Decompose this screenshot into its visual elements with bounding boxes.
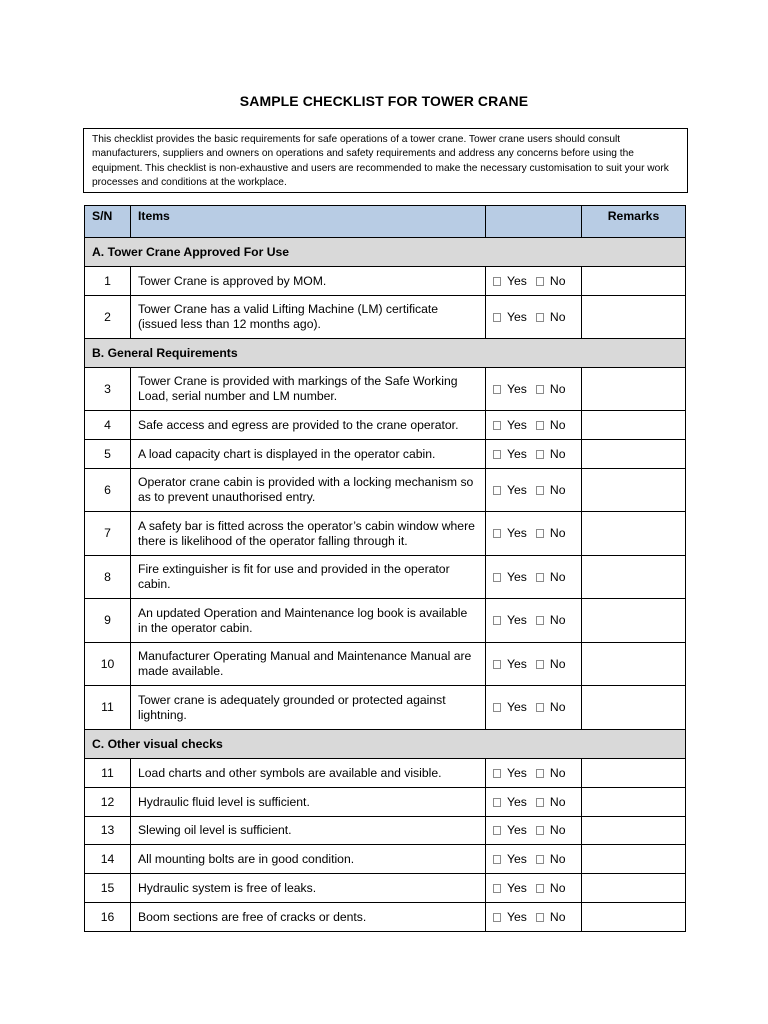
checkbox-icon[interactable]	[536, 798, 544, 807]
checkbox-icon[interactable]	[493, 529, 501, 538]
yes-no-cell	[486, 368, 582, 411]
row-item: Tower Crane has a valid Lifting Machine (LM) certificate (issued less than 12 months ago).	[131, 296, 486, 339]
checkbox-icon[interactable]	[536, 529, 544, 538]
yes-option[interactable]	[493, 700, 527, 715]
row-item: Manufacturer Operating Manual and Maintenance Manual are made available.	[131, 643, 486, 686]
row-number: 16	[85, 903, 131, 932]
row-number: 4	[85, 411, 131, 440]
section-row	[85, 238, 686, 267]
checklist-body	[85, 238, 686, 932]
no-label: No	[549, 765, 566, 780]
yes-no-cell	[486, 817, 582, 845]
no-label: No	[549, 569, 566, 584]
remarks-cell[interactable]	[582, 817, 686, 845]
checkbox-icon[interactable]	[493, 421, 501, 430]
table-row	[85, 411, 686, 440]
no-label: No	[549, 794, 566, 809]
yes-no-cell	[486, 903, 582, 932]
no-option[interactable]	[536, 700, 566, 715]
row-number: 11	[85, 686, 131, 730]
yes-option[interactable]	[493, 570, 527, 585]
yes-option[interactable]	[493, 823, 527, 838]
checkbox-icon[interactable]	[536, 385, 544, 394]
remarks-cell[interactable]	[582, 903, 686, 932]
row-item: Hydraulic system is free of leaks.	[131, 874, 486, 903]
yes-label: Yes	[507, 381, 527, 396]
table-row	[85, 368, 686, 411]
row-number: 7	[85, 512, 131, 556]
yes-label: Yes	[507, 851, 527, 866]
yes-option[interactable]	[493, 310, 527, 325]
no-label: No	[549, 309, 566, 324]
no-option[interactable]	[536, 310, 566, 325]
no-option[interactable]	[536, 447, 566, 462]
checkbox-icon[interactable]	[493, 826, 501, 835]
no-label: No	[549, 482, 566, 497]
yes-option[interactable]	[493, 274, 527, 289]
yes-no-cell	[486, 556, 582, 599]
remarks-cell[interactable]	[582, 411, 686, 440]
no-option[interactable]	[536, 418, 566, 433]
yes-no-cell	[486, 643, 582, 686]
no-label: No	[549, 613, 566, 627]
remarks-cell[interactable]	[582, 874, 686, 903]
checkbox-icon[interactable]	[536, 313, 544, 322]
yes-no-cell	[486, 267, 582, 296]
checkbox-icon[interactable]	[493, 313, 501, 322]
checkbox-icon[interactable]	[536, 703, 544, 712]
yes-label: Yes	[507, 446, 527, 461]
row-item: Slewing oil level is sufficient.	[131, 817, 486, 845]
yes-option[interactable]	[493, 483, 527, 498]
header-items: Items	[131, 206, 486, 238]
remarks-cell[interactable]	[582, 296, 686, 339]
row-item: Load charts and other symbols are available and visible.	[131, 759, 486, 788]
no-option[interactable]	[536, 881, 566, 896]
row-item: A safety bar is fitted across the operator’s cabin window where there is likelihood of the operator falling through it.	[131, 512, 486, 556]
section-row	[85, 339, 686, 368]
no-label: No	[549, 417, 566, 432]
yes-no-cell	[486, 759, 582, 788]
no-label: No	[549, 273, 566, 288]
remarks-cell[interactable]	[582, 556, 686, 599]
table-row	[85, 874, 686, 903]
yes-no-cell	[486, 599, 582, 643]
checkbox-icon[interactable]	[493, 486, 501, 495]
checkbox-icon[interactable]	[493, 450, 501, 459]
no-option[interactable]	[536, 613, 566, 628]
yes-option[interactable]	[493, 382, 527, 397]
yes-label: Yes	[507, 909, 527, 924]
row-number: 9	[85, 599, 131, 643]
yes-option[interactable]	[493, 852, 527, 867]
checkbox-icon[interactable]	[536, 826, 544, 835]
remarks-cell[interactable]	[582, 686, 686, 730]
yes-label: Yes	[507, 569, 527, 584]
checkbox-icon[interactable]	[493, 616, 501, 625]
section-row	[85, 730, 686, 759]
yes-label: Yes	[507, 613, 527, 627]
row-item: Tower Crane is provided with markings of the Safe Working Load, serial number and LM number.	[131, 368, 486, 411]
yes-option[interactable]	[493, 613, 527, 628]
table-row	[85, 845, 686, 874]
yes-option[interactable]	[493, 526, 527, 541]
checkbox-icon[interactable]	[493, 855, 501, 864]
table-row	[85, 469, 686, 512]
yes-label: Yes	[507, 482, 527, 497]
table-row	[85, 440, 686, 469]
section-title: B. General Requirements	[85, 339, 686, 368]
row-item: Operator crane cabin is provided with a locking mechanism so as to prevent unauthorised entry.	[131, 469, 486, 512]
no-option[interactable]	[536, 766, 566, 781]
document-title: SAMPLE CHECKLIST FOR TOWER CRANE	[239, 93, 529, 109]
no-label: No	[549, 381, 566, 396]
remarks-cell[interactable]	[582, 469, 686, 512]
checkbox-icon[interactable]	[493, 573, 501, 582]
header-row	[85, 206, 686, 238]
remarks-cell[interactable]	[582, 368, 686, 411]
yes-label: Yes	[507, 700, 527, 714]
row-item: Safe access and egress are provided to the crane operator.	[131, 411, 486, 440]
no-option[interactable]	[536, 570, 566, 585]
row-number: 6	[85, 469, 131, 512]
table-row	[85, 556, 686, 599]
row-number: 10	[85, 643, 131, 686]
row-item: Tower crane is adequately grounded or protected against lightning.	[131, 686, 486, 730]
yes-label: Yes	[507, 526, 527, 540]
checkbox-icon[interactable]	[493, 660, 501, 669]
no-label: No	[549, 526, 566, 540]
yes-no-cell	[486, 296, 582, 339]
table-row	[85, 512, 686, 556]
checkbox-icon[interactable]	[493, 385, 501, 394]
no-option[interactable]	[536, 823, 566, 838]
no-label: No	[549, 700, 566, 714]
section-title: C. Other visual checks	[85, 730, 686, 759]
yes-no-cell	[486, 411, 582, 440]
no-option[interactable]	[536, 483, 566, 498]
section-title: A. Tower Crane Approved For Use	[85, 238, 686, 267]
checkbox-icon[interactable]	[536, 277, 544, 286]
yes-option[interactable]	[493, 766, 527, 781]
yes-label: Yes	[507, 656, 527, 671]
yes-option[interactable]	[493, 418, 527, 433]
checkbox-icon[interactable]	[493, 277, 501, 286]
remarks-cell[interactable]	[582, 643, 686, 686]
yes-label: Yes	[507, 823, 527, 837]
no-label: No	[549, 446, 566, 461]
row-item: A load capacity chart is displayed in the operator cabin.	[131, 440, 486, 469]
table-row	[85, 686, 686, 730]
table-row	[85, 788, 686, 817]
yes-no-cell	[486, 440, 582, 469]
table-row	[85, 296, 686, 339]
checkbox-icon[interactable]	[536, 769, 544, 778]
yes-label: Yes	[507, 765, 527, 780]
remarks-cell[interactable]	[582, 267, 686, 296]
checkbox-icon[interactable]	[493, 913, 501, 922]
checkbox-icon[interactable]	[536, 855, 544, 864]
no-label: No	[549, 823, 566, 837]
checkbox-icon[interactable]	[536, 450, 544, 459]
no-option[interactable]	[536, 382, 566, 397]
no-option[interactable]	[536, 274, 566, 289]
checkbox-icon[interactable]	[493, 703, 501, 712]
row-item: Hydraulic fluid level is sufficient.	[131, 788, 486, 817]
checkbox-icon[interactable]	[536, 660, 544, 669]
no-label: No	[549, 851, 566, 866]
row-item: All mounting bolts are in good condition.	[131, 845, 486, 874]
intro-box: This checklist provides the basic requirements for safe operations of a tower crane. Tower crane users should consult manufacturers, suppliers and owners on operations and safety requirements and address any concerns before using the equipment. This checklist is non-exhaustive and users are recommended to make the necessary customisation to suit your work processes and conditions at the workplace.	[83, 128, 688, 193]
header-sn: S/N	[85, 206, 131, 238]
yes-label: Yes	[507, 880, 527, 895]
checkbox-icon[interactable]	[536, 913, 544, 922]
row-number: 13	[85, 817, 131, 845]
checkbox-icon[interactable]	[493, 769, 501, 778]
no-option[interactable]	[536, 526, 566, 541]
checkbox-icon[interactable]	[536, 421, 544, 430]
header-check	[486, 206, 582, 238]
yes-label: Yes	[507, 309, 527, 324]
yes-option[interactable]	[493, 910, 527, 925]
row-number: 5	[85, 440, 131, 469]
yes-option[interactable]	[493, 447, 527, 462]
checkbox-icon[interactable]	[536, 884, 544, 893]
row-number: 2	[85, 296, 131, 339]
checkbox-icon[interactable]	[493, 798, 501, 807]
checkbox-icon[interactable]	[536, 486, 544, 495]
yes-label: Yes	[507, 417, 527, 432]
no-label: No	[549, 880, 566, 895]
row-number: 8	[85, 556, 131, 599]
no-label: No	[549, 656, 566, 671]
no-option[interactable]	[536, 657, 566, 672]
table-row	[85, 759, 686, 788]
row-number: 11	[85, 759, 131, 788]
yes-label: Yes	[507, 273, 527, 288]
row-number: 12	[85, 788, 131, 817]
no-label: No	[549, 909, 566, 924]
table-row	[85, 267, 686, 296]
row-number: 3	[85, 368, 131, 411]
checkbox-icon[interactable]	[493, 884, 501, 893]
yes-label: Yes	[507, 794, 527, 809]
remarks-cell[interactable]	[582, 788, 686, 817]
table-row	[85, 643, 686, 686]
header-remarks: Remarks	[582, 206, 686, 238]
row-item: Tower Crane is approved by MOM.	[131, 267, 486, 296]
remarks-cell[interactable]	[582, 440, 686, 469]
no-option[interactable]	[536, 795, 566, 810]
row-number: 1	[85, 267, 131, 296]
yes-no-cell	[486, 469, 582, 512]
row-item: An updated Operation and Maintenance log book is available in the operator cabin.	[131, 599, 486, 643]
yes-option[interactable]	[493, 795, 527, 810]
remarks-cell[interactable]	[582, 512, 686, 556]
remarks-cell[interactable]	[582, 599, 686, 643]
yes-no-cell	[486, 788, 582, 817]
yes-no-cell	[486, 512, 582, 556]
yes-no-cell	[486, 686, 582, 730]
table-row	[85, 903, 686, 932]
checkbox-icon[interactable]	[536, 573, 544, 582]
yes-option[interactable]	[493, 657, 527, 672]
remarks-cell[interactable]	[582, 759, 686, 788]
checklist-table	[84, 205, 686, 932]
row-number: 14	[85, 845, 131, 874]
row-item: Boom sections are free of cracks or dents.	[131, 903, 486, 932]
remarks-cell[interactable]	[582, 845, 686, 874]
row-item: Fire extinguisher is fit for use and provided in the operator cabin.	[131, 556, 486, 599]
yes-no-cell	[486, 845, 582, 874]
table-row	[85, 817, 686, 845]
row-number: 15	[85, 874, 131, 903]
yes-option[interactable]	[493, 881, 527, 896]
checkbox-icon[interactable]	[536, 616, 544, 625]
yes-no-cell	[486, 874, 582, 903]
no-option[interactable]	[536, 852, 566, 867]
table-row	[85, 599, 686, 643]
no-option[interactable]	[536, 910, 566, 925]
